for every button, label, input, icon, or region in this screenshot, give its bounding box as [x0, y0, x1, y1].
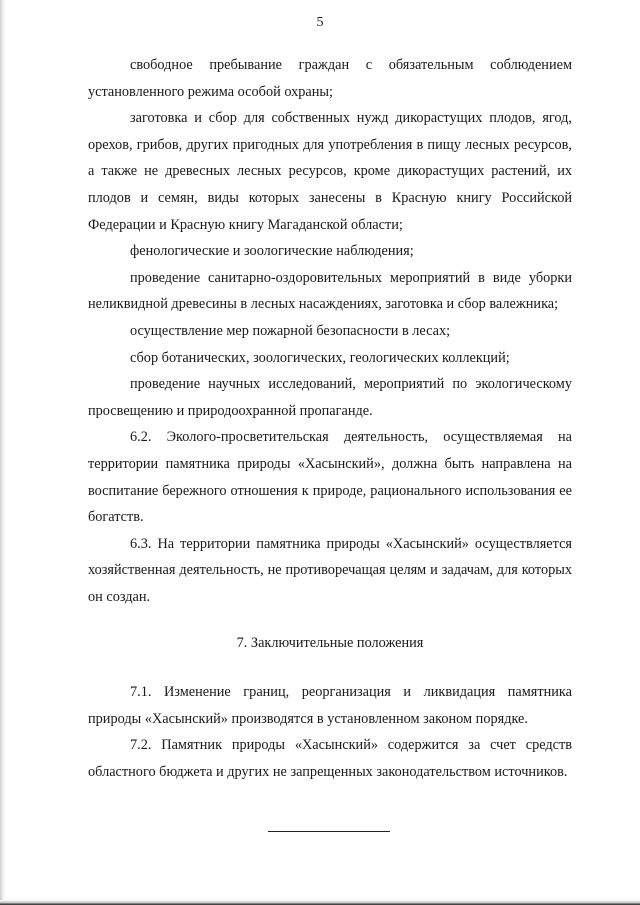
paragraph-fire-safety: осуществление мер пожарной безопасности в лесах; [130, 322, 451, 339]
paragraph-7-1: 7.1. Изменение границ, реорганизация и ликвидация памятника природы «Хасынский» производятся в установленном законом порядке. [88, 684, 572, 727]
paragraph-6-2: 6.2. Эколого-просветительская деятельность, осуществляемая на территории памятника природы «Хасынский», должна быть направлена на воспитание бережного отношения к природе, рационального использования ее богатств. [88, 429, 572, 526]
paragraph-collections: сбор ботанических, зоологических, геологических коллекций; [130, 349, 510, 366]
end-of-document-rule [268, 831, 390, 832]
scan-bottom-edge [0, 900, 640, 905]
paragraph-research: проведение научных исследований, мероприятий по экологическому просвещению и природоохранной пропаганде. [88, 376, 572, 419]
section-heading: 7. Заключительные положения [236, 635, 424, 652]
paragraph-sanitary-measures: проведение санитарно-оздоровительных мероприятий в виде уборки неликвидной древесины в лесных насаждениях, заготовка и сбор валежника; [88, 269, 572, 313]
paragraph-6-3: 6.3. На территории памятника природы «Хасынский» осуществляется хозяйственная деятельность, не противоречащая целям и задачам, для которых он создан. [88, 535, 572, 605]
page-number: 5 [316, 15, 324, 30]
scan-left-edge [0, 0, 6, 905]
paragraph-observations: фенологические и зоологические наблюдения; [130, 243, 414, 260]
paragraph-harvesting: заготовка и сбор для собственных нужд дикорастущих плодов, ягод, орехов, грибов, других пригодных для употребления в пищу лесных ресурсов, а также не древесных лесных ресурсов, кроме дикорастущих растений, их плодов и семян, виды которых занесены в Красную книгу Российской Федерации и Красную книгу Магаданской области; [88, 110, 572, 233]
document-body [88, 52, 572, 785]
paragraph-free-stay: свободное пребывание граждан с обязательным соблюдением установленного режима особой охраны; [88, 57, 572, 100]
paragraph-7-2: 7.2. Памятник природы «Хасынский» содержится за счет средств областного бюджета и других не запрещенных законодательством источников. [88, 737, 572, 780]
